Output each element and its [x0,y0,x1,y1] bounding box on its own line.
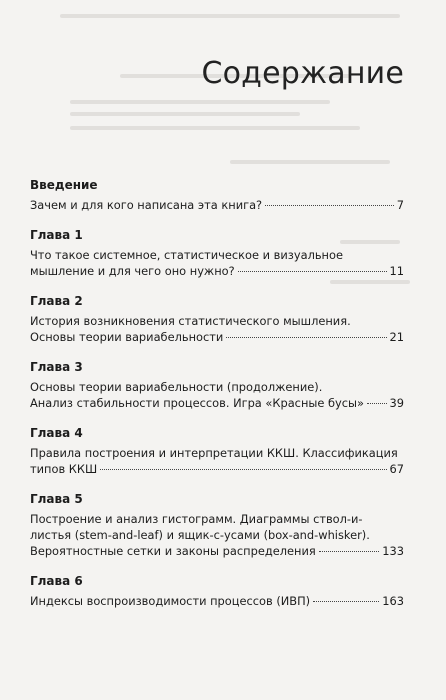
entry-last-line [30,593,404,609]
show-through-text [60,14,400,18]
dot-leader [367,403,387,404]
entry-title-line: Правила построения и интерпретации ККШ. Классификация [30,446,398,460]
chapter-heading: Глава 2 [30,294,83,308]
entry-last-line [30,329,404,345]
dot-leader [313,601,379,602]
chapter-heading: Глава 3 [30,360,83,374]
show-through-text [70,126,360,130]
page-number: 133 [382,544,404,558]
toc-chapter [30,426,404,477]
show-through-text [70,112,300,116]
toc-entry [30,247,404,279]
entry-title-line: Зачем и для кого написана эта книга? [30,198,263,212]
entry-last-line [30,395,404,411]
chapter-heading: Глава 4 [30,426,83,440]
entry-last-line [30,263,404,279]
entry-last-line [30,197,404,213]
chapter-heading: Глава 6 [30,574,83,588]
dot-leader [265,205,394,206]
toc-chapter [30,228,404,279]
chapter-heading: Введение [30,178,98,192]
entry-title-line: Индексы воспроизводимости процессов (ИВП) [30,594,311,608]
toc-entry [30,313,404,345]
page-number: 11 [389,264,404,278]
toc-chapter [30,360,404,411]
entry-title-line: Что такое системное, статистическое и визуальное [30,248,343,262]
page-title: Содержание [201,56,404,91]
entry-title-line: История возникновения статистического мышления. [30,314,351,328]
toc-chapter [30,178,404,213]
entry-title-line: листья (stem-and-leaf) и ящик-с-усами (box-and-whisker). [30,528,370,542]
toc-entry [30,593,404,609]
entry-title-line: Основы теории вариабельности (продолжение). [30,380,323,394]
toc-entry [30,511,404,559]
dot-leader [100,469,386,470]
page-number: 163 [382,594,404,608]
show-through-text [70,100,330,104]
dot-leader [238,271,387,272]
page-number: 7 [396,198,404,212]
page-number: 21 [389,330,404,344]
entry-title-line: Основы теории вариабельности [30,330,224,344]
entry-title-line: Вероятностные сетки и законы распределения [30,544,316,558]
entry-title-line: Анализ стабильности процессов. Игра «Красные бусы» [30,396,364,410]
dot-leader [226,337,386,338]
chapter-heading: Глава 5 [30,492,83,506]
chapter-heading: Глава 1 [30,228,83,242]
toc-entry [30,379,404,411]
toc-chapter [30,294,404,345]
page-number: 39 [389,396,404,410]
dot-leader [319,551,380,552]
table-of-contents [30,178,404,624]
entry-title-line: мышление и для чего оно нужно? [30,264,235,278]
entry-last-line [30,461,404,477]
entry-title-line: типов ККШ [30,462,98,476]
toc-chapter [30,574,404,609]
toc-entry [30,197,404,213]
entry-last-line [30,543,404,559]
toc-chapter [30,492,404,559]
page-number: 67 [389,462,404,476]
toc-entry [30,445,404,477]
show-through-text [230,160,390,164]
entry-title-line: Построение и анализ гистограмм. Диаграммы ствол-и- [30,512,363,526]
